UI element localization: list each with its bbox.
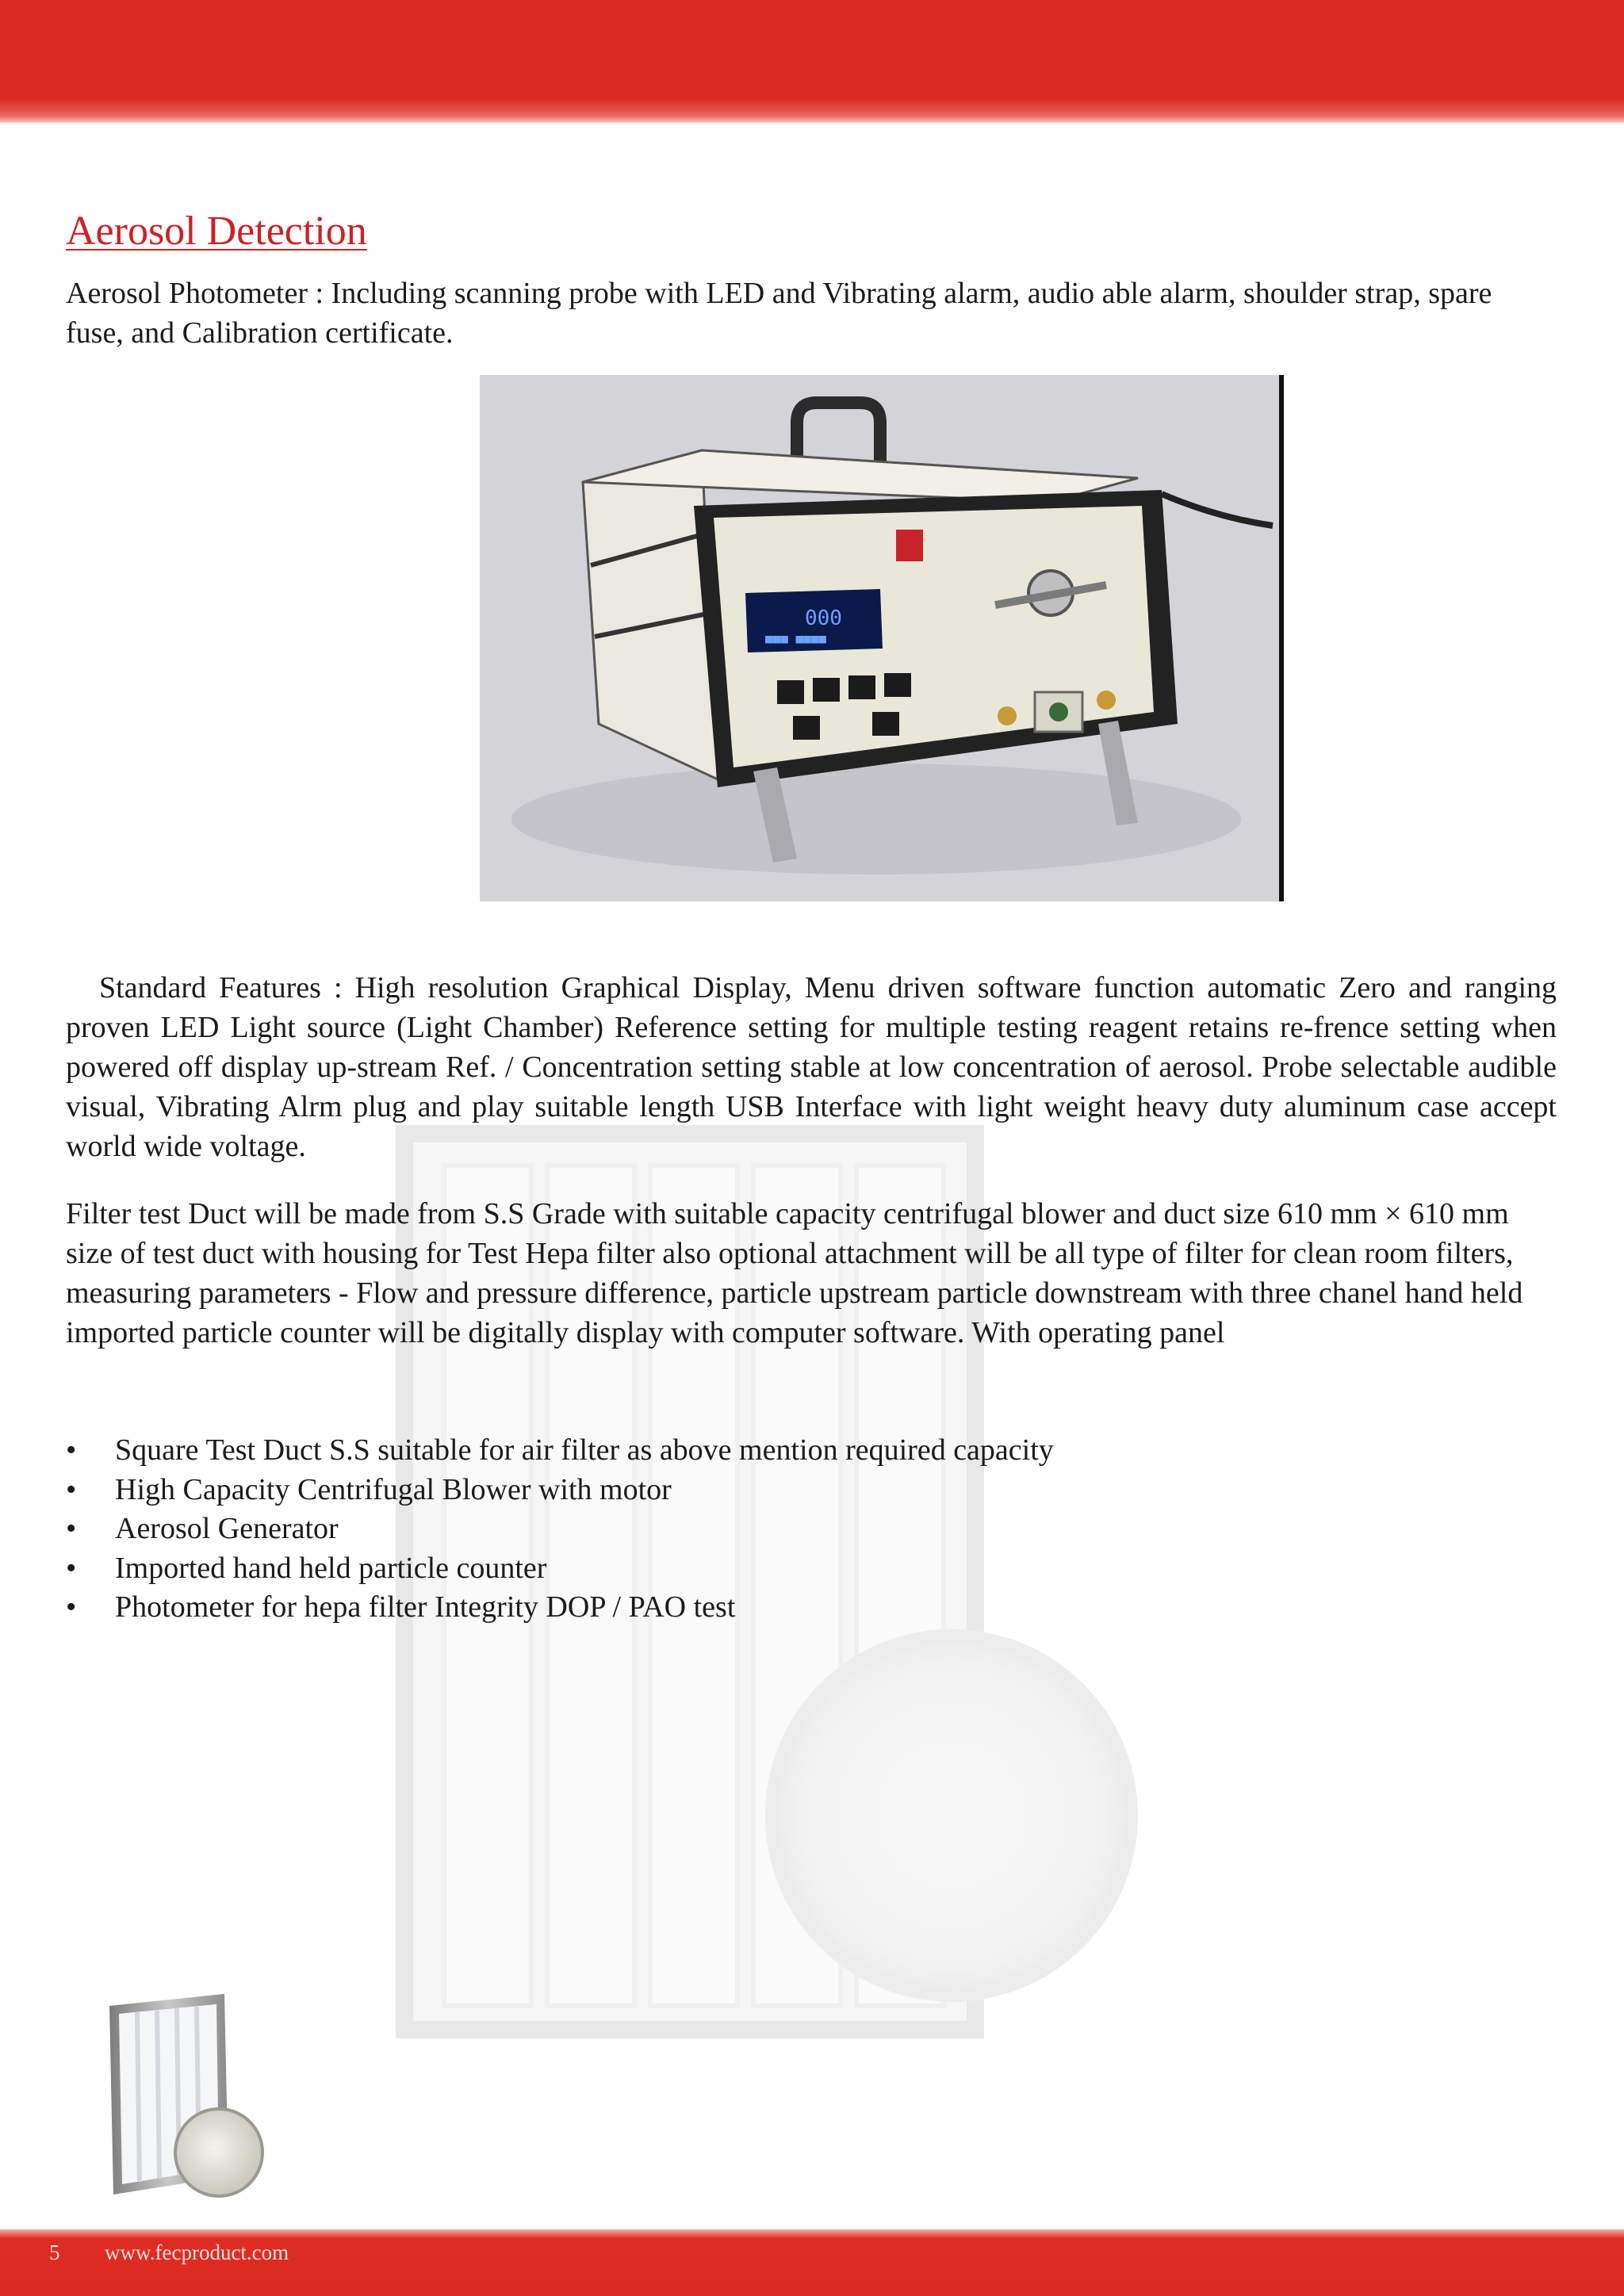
list-item (66, 1510, 1054, 1549)
svg-text:■■■ ■■■■: ■■■ ■■■■ (765, 631, 827, 646)
filter-test-paragraph: Filter test Duct will be made from S.S Grade with suitable capacity centrifugal blower and duct size 610 mm × 610 mm size of test duct with housing for Test Hepa filter also optional attachment will be all type of filter for clean room filters, measuring parameters - Flow and pressure difference, particle upstream particle downstream with three chanel hand held imported particle counter will be digitally display with computer software. With operating panel (66, 1197, 1523, 1349)
bullet: • (66, 1433, 77, 1467)
standard-features-paragraph: Standard Features : High resolution Graphical Display, Menu driven software function automatic Zero and ranging proven LED Light source (Light Chamber) Reference setting for multiple testing reagent retains re-frence setting when powered off display up-stream Ref. / Concentration setting stable at low concentration of aerosol. Probe selectable audible visual, Vibrating Alrm plug and play suitable length USB Interface with light weight heavy duty aluminum case accept world wide voltage. (66, 971, 1557, 1163)
section-title: Aerosol Detection (66, 209, 367, 254)
footer-url-link[interactable]: www.fecproduct.com (105, 2241, 289, 2264)
list-item-text: Aerosol Generator (115, 1512, 339, 1545)
list-item-text: Photometer for hepa filter Integrity DOP / PAO test (115, 1590, 736, 1624)
product-photo (480, 375, 1284, 901)
list-item-text: Square Test Duct S.S suitable for air filter as above mention required capacity (115, 1433, 1054, 1467)
list-item (66, 1431, 1054, 1471)
bullet: • (66, 1590, 77, 1624)
list-item-text: Imported hand held particle counter (115, 1551, 547, 1585)
aerosol-photometer-icon (480, 375, 1279, 901)
bullet: • (66, 1472, 77, 1506)
page-number: 5 (49, 2241, 60, 2264)
bullet: • (66, 1512, 77, 1545)
list-item (66, 1471, 1054, 1510)
intro-paragraph: Aerosol Photometer : Including scanning probe with LED and Vibrating alarm, audio able alarm, shoulder strap, spare fuse, and Calibration certificate. (66, 277, 1492, 350)
header-band (0, 0, 1624, 123)
list-item (66, 1588, 1054, 1628)
panel-filter-thumbnail-icon (94, 1990, 276, 2204)
list-item (66, 1549, 1054, 1589)
list-item-text: High Capacity Centrifugal Blower with motor (115, 1472, 672, 1506)
svg-text:000: 000 (805, 607, 842, 630)
bullet: • (66, 1551, 77, 1585)
equipment-list (66, 1431, 1054, 1628)
